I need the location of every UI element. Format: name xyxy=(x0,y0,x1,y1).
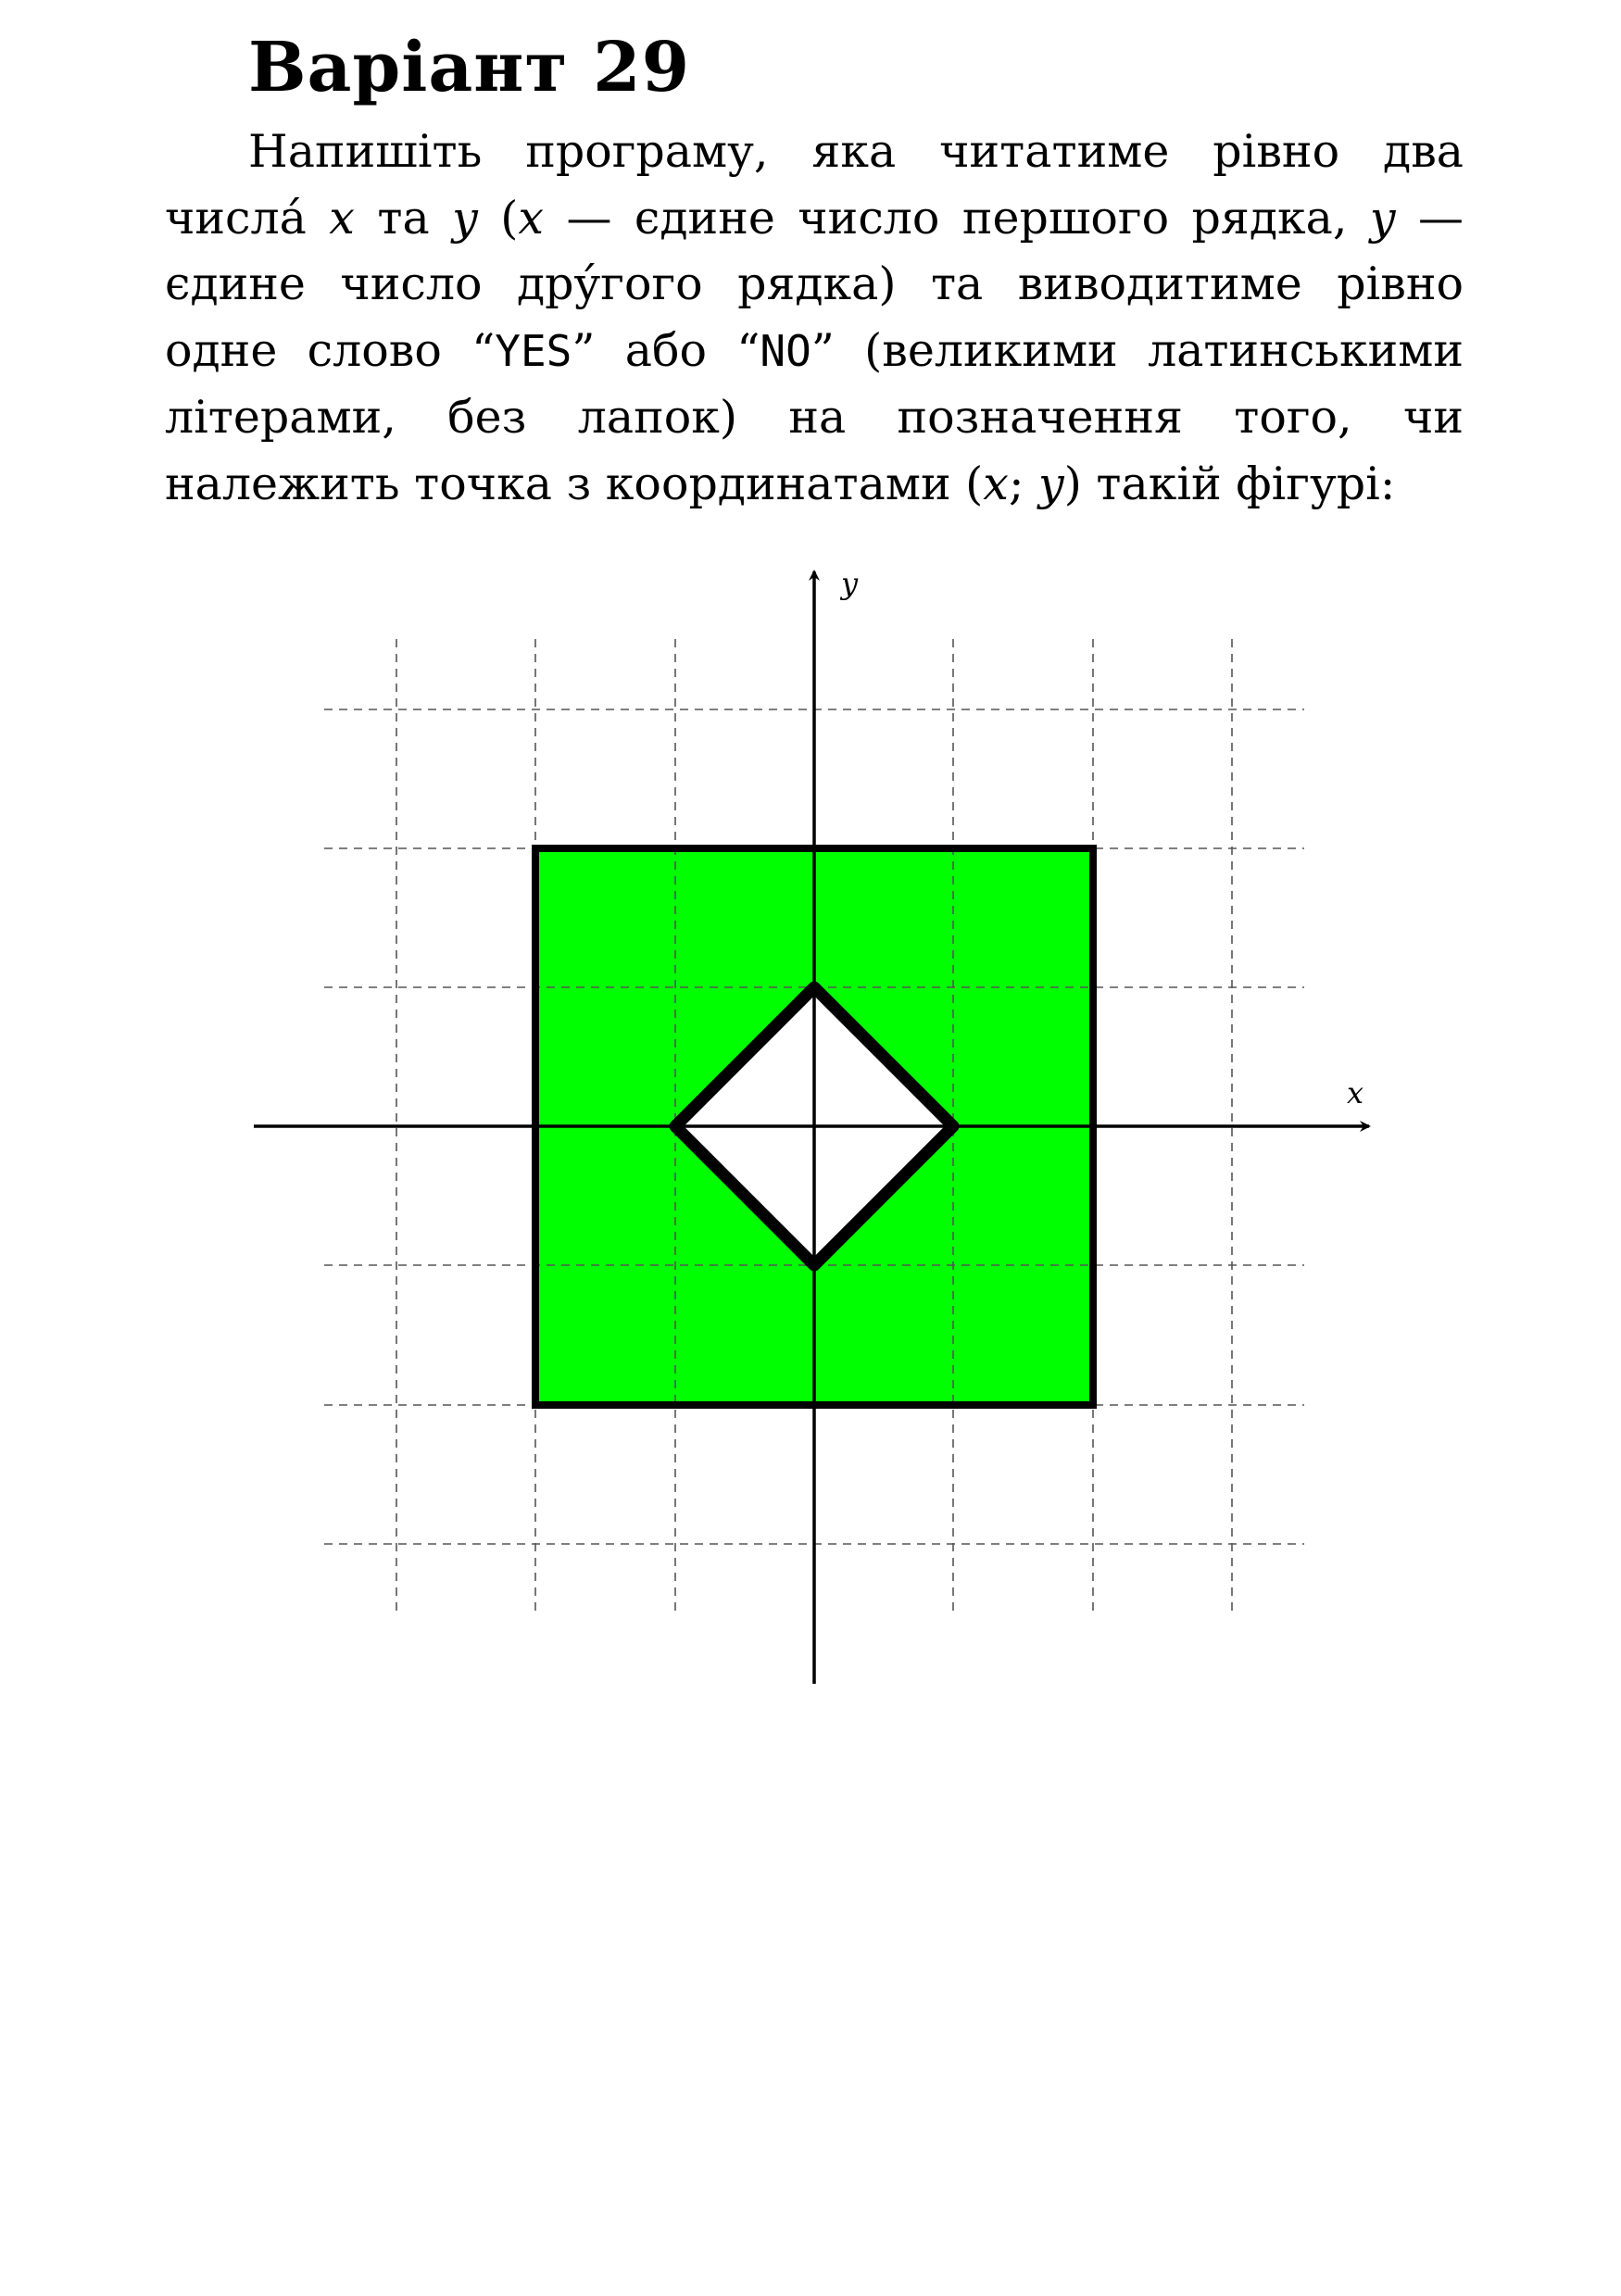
math-var-x: x xyxy=(518,191,545,245)
math-var-x: x xyxy=(329,191,355,245)
math-var-y: y xyxy=(1369,191,1396,245)
text-segment: — єдине число дру́гого рядка) та виводитиме рівно одне слово “ xyxy=(165,191,1464,377)
text-segment: ; xyxy=(1008,457,1039,510)
text-segment: ” (великими латинськими літерами, без лапок) на позначення того, чи належить точка з координатами ( xyxy=(165,323,1464,510)
x-axis-label: x xyxy=(1347,1075,1364,1110)
text-segment: та xyxy=(354,191,453,245)
text-segment: ( xyxy=(477,191,519,245)
text-segment: — єдине число першого рядка, xyxy=(544,191,1370,245)
answer-yes: YES xyxy=(495,325,572,376)
page-title: Варіант 29 xyxy=(248,28,691,107)
y-axis-label: y xyxy=(841,566,859,601)
math-var-x: x xyxy=(983,457,1009,510)
text-segment: Напишіть програму, яка читатиме рівно два числа́ xyxy=(165,125,1464,245)
math-var-y: y xyxy=(1038,457,1064,510)
math-var-y: y xyxy=(452,191,478,245)
text-segment: ) такій фігурі: xyxy=(1063,457,1396,510)
text-segment: ” або “ xyxy=(572,323,760,377)
answer-no: NO xyxy=(760,325,811,376)
